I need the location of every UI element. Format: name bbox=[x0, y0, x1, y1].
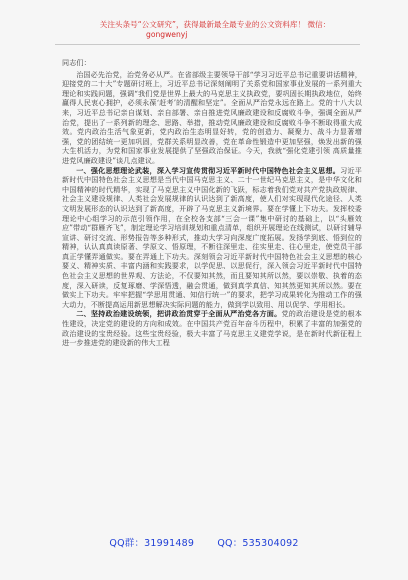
salutation: 同志们： bbox=[62, 58, 91, 67]
section-1-text: 习近平新时代中国特色社会主义思想是当代中国马克思主义、二十一世纪马克思主义，是中华文化和中国精神的时代精华，实现了马克思主义中国化新的飞跃，标志着我们党对共产党执政规律、社会主义建设规律、人类社会发展规律的认识达到了新高度，使人们对实现现代化途径、人类文明发展形态的认识达到了新高度，开辟了马克思主义新境界。要在学懂上下功夫。发挥校委理论中心组学习的示范引领作用，在全校各支部“三会一课”集中研讨的基础上，以“头雁效应”带动“群雁齐飞”，制定理论学习培训规划和重点清单，组织开展理论在线测试，以研讨辅导宣讲、研讨交流、形势报告等多种形式，推动大学习向深度广度拓展。发扬学到底、悟到位的精神，认认真真读原著、学原文、悟原理，不断往深里走、往实里走、往心里走，使党员干部真正学懂弄通做实。要在弄通上下功夫。深刻领会习近平新时代中国特色社会主义思想的核心要义、精神实质、丰富内涵和实践要求，以学促思、以思促行，深入领会习近平新时代中国特色社会主义思想的世界观、方法论，不仅要知其然，而且要知其所以然，要以崇敬、执着的态度，深入研读，反复琢磨、学深悟透，融会贯通，做到真学真信、知其然更知其所以然。要在做实上下功夫。牢牢把握“学思用贯通、知信行统一”的要求，把学习成果转化为推动工作的强大动力，不断提高运用新思想解决实际问题的能力，做到学以致用、用以促学、学用相长。 bbox=[62, 165, 362, 309]
paragraph-section-2 bbox=[62, 309, 362, 347]
paragraph-intro bbox=[62, 70, 362, 166]
section-2-text: 党的政治建设是党的根本性建设，决定党的建设的方向和成效。在中国共产党百年奋斗历程中，积累了丰富的加强党的政治建设的宝贵经验。这些宝贵经验，极大丰富了马克思主义建党学说，是在新时代新征程上进一步推进党的建设新的伟大工程 bbox=[62, 309, 362, 348]
footer-contact bbox=[0, 538, 408, 550]
header-banner bbox=[50, 20, 380, 40]
footer-qq-group: QQ群：31991489 bbox=[109, 538, 195, 549]
paragraph-section-1 bbox=[62, 166, 362, 310]
header-divider bbox=[55, 44, 360, 45]
footer-qq-number: QQ：535304092 bbox=[217, 538, 299, 549]
document-body bbox=[62, 58, 362, 532]
header-wechat-id: gongwenyj bbox=[146, 30, 188, 39]
section-2-heading: 二、坚持政治建设统领，把讲政治贯穿于全面从严治党各方面。 bbox=[76, 309, 282, 319]
section-1-heading: 一、强化思想理论武装，深入学习宣传贯彻习近平新时代中国特色社会主义思想。 bbox=[76, 165, 341, 175]
header-banner-line1: 关注头条号“公文研究”，获得最新最全最专业的公文资料库！ 微信： bbox=[99, 20, 331, 29]
paragraph-intro-text: 治国必先治党，治党务必从严。在省部级主要领导干部“学习习近平总书记重要讲话精神，迎接党的二十大”专题研讨班上，习近平总书记深刻阐明了关系党和国家事业发展的一系列重大理论和实践问题，强调“我们党是世界上最大的马克思主义执政党，要巩固长期执政地位，始终赢得人民衷心拥护，必须永葆‘赶考’的清醒和坚定”。全面从严治党永远在路上。党的十八大以来，习近平总书记亲自谋划、亲自部署、亲自推进党风廉政建设和反腐败斗争，强调全面从严治党，提出了一系列新的理念、思路、举措，推动党风廉政建设和反腐败斗争不断取得重大成效。党内政治生活气象更新，党内政治生态明显好转，党的创造力、凝聚力、战斗力显著增强，党的团结统一更加巩固，党群关系明显改善，党在革命性锻造中更加坚强，焕发出新的强大生机活力，为党和国家事业发展提供了坚强政治保证。今天，我就“强化党建引领 高质量推进党风廉政建设”谈几点建议。 bbox=[62, 69, 362, 165]
